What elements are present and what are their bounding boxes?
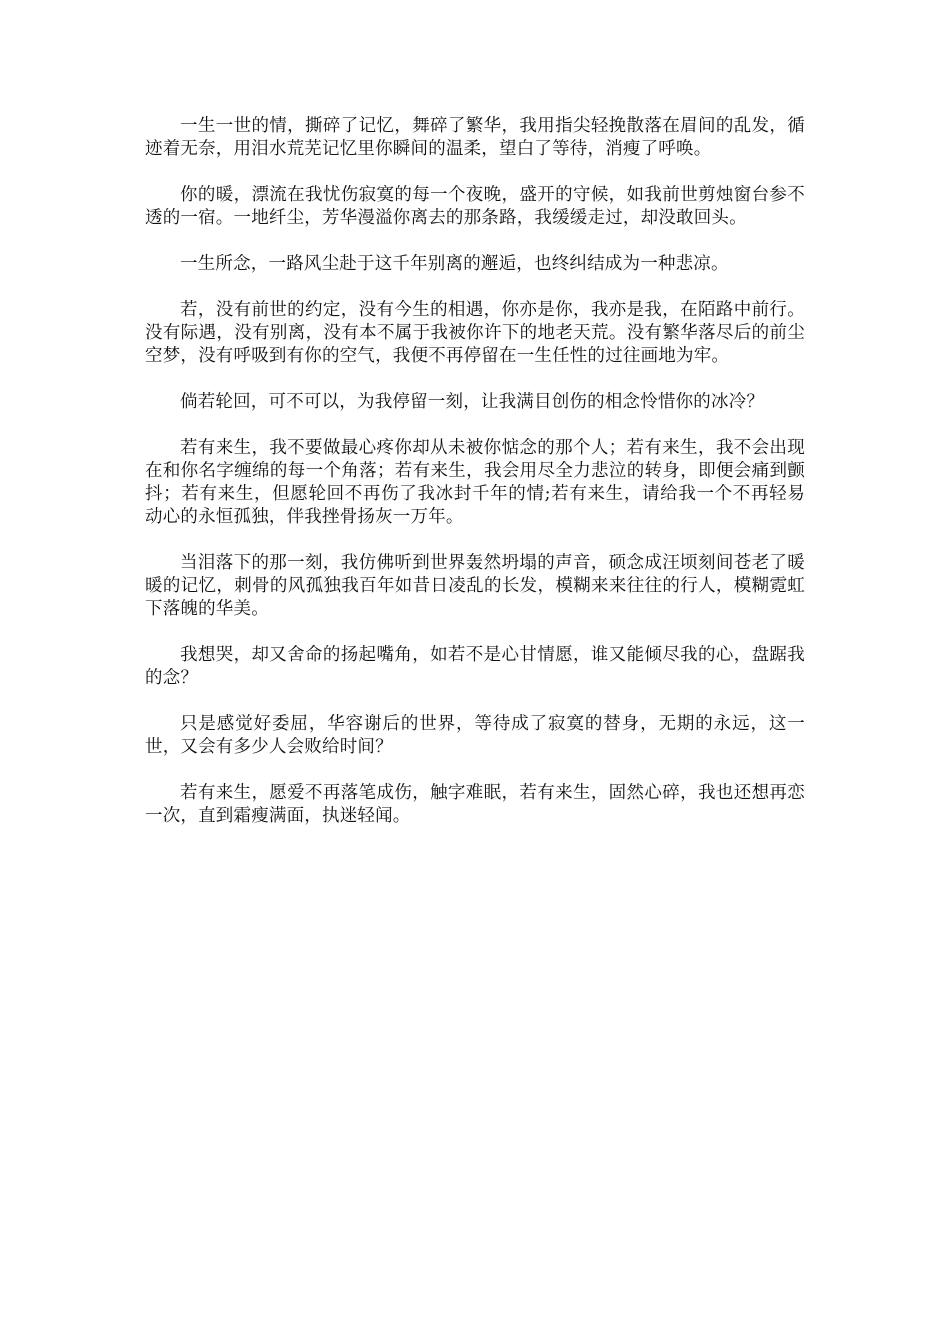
- paragraph-9: 只是感觉好委屈，华容谢后的世界，等待成了寂寞的替身，无期的永远，这一世，又会有多少人会败给时间？: [145, 714, 805, 757]
- document-body: [145, 115, 805, 851]
- paragraph-3: 一生所念，一路风尘赴于这千年别离的邂逅，也终纠结成为一种悲凉。: [180, 254, 729, 274]
- paragraph-2: 你的暖，漂流在我忧伤寂寞的每一个夜晚，盛开的守候，如我前世剪烛窗台参不透的一宿。一地纤尘，芳华漫溢你离去的那条路，我缓缓走过，却没敢回头。: [145, 185, 805, 228]
- paragraph-1: 一生一世的情，撕碎了记忆，舞碎了繁华，我用指尖轻挽散落在眉间的乱发，循迹着无奈，用泪水荒芜记忆里你瞬间的温柔，望白了等待，消瘦了呼唤。: [145, 116, 805, 159]
- paragraph-4: 若，没有前世的约定，没有今生的相遇，你亦是你，我亦是我，在陌路中前行。没有际遇，没有别离，没有本不属于我被你许下的地老天荒。没有繁华落尽后的前尘空梦，没有呼吸到有你的空气，我便不再停留在一生任性的过往画地为牢。: [145, 300, 805, 366]
- paragraph-7: 当泪落下的那一刻，我仿佛听到世界轰然坍塌的声音，硕念成汪顷刻间苍老了暖暖的记忆，刺骨的风孤独我百年如昔日凌乱的长发，模糊来来往往的行人，模糊霓虹下落魄的华美。: [145, 553, 805, 619]
- paragraph-6: 若有来生，我不要做最心疼你却从未被你惦念的那个人；若有来生，我不会出现在和你名字缠绵的每一个角落；若有来生，我会用尽全力悲泣的转身，即便会痛到颤抖；若有来生，但愿轮回不再伤了我冰封千年的情;若有来生，请给我一个不再轻易动心的永恒孤独，伴我挫骨扬灰一万年。: [145, 438, 805, 527]
- paragraph-5: 倘若轮回，可不可以，为我停留一刻，让我满目创伤的相念怜惜你的冰冷？: [180, 392, 765, 412]
- paragraph-8: 我想哭，却又舍命的扬起嘴角，如若不是心甘情愿，谁又能倾尽我的心，盘踞我的念？: [145, 645, 805, 688]
- paragraph-10: 若有来生，愿爱不再落笔成伤，触字难眠，若有来生，固然心碎，我也还想再恋一次，直到霜瘦满面，执迷轻闻。: [145, 783, 805, 826]
